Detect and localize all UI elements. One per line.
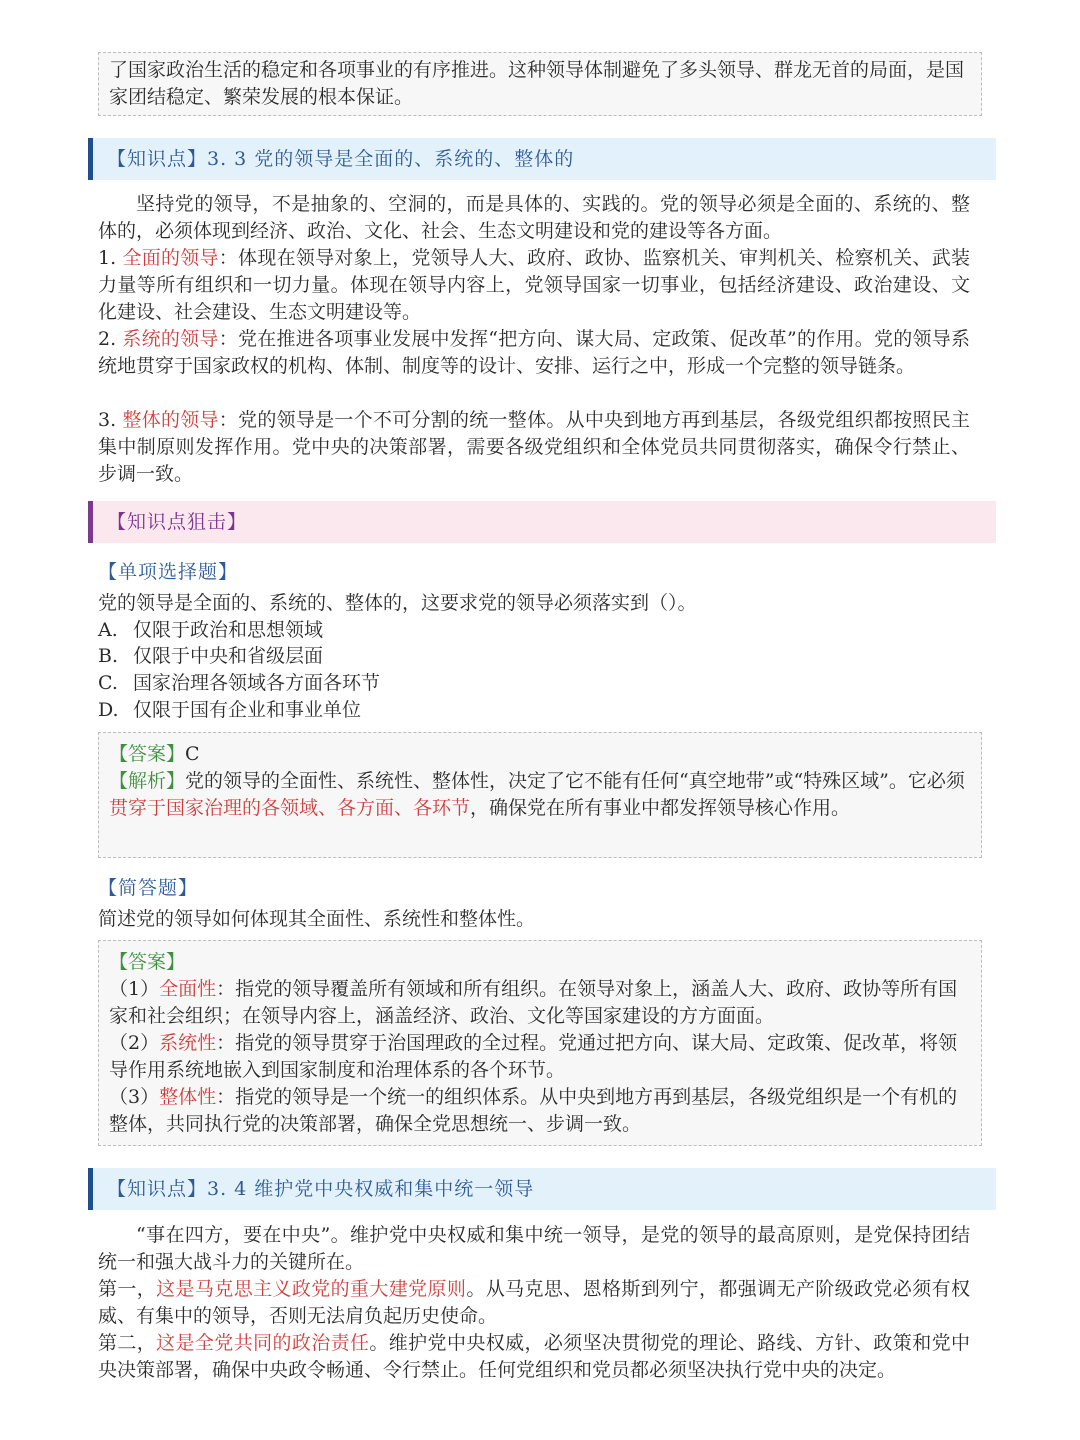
analysis-highlight: 贯穿于国家治理的各领域、各方面、各环节 <box>109 797 471 819</box>
previous-note-text: 了国家政治生活的稳定和各项事业的有序推进。这种领导体制避免了多头领导、群龙无首的局面，是国家团结稳定、繁荣发展的根本保证。 <box>109 59 965 108</box>
short-answer-title: 【简答题】 <box>98 877 199 899</box>
option-letter: C. <box>98 672 118 694</box>
section-3-3-item-3 <box>98 407 970 488</box>
previous-note-box <box>98 52 982 116</box>
section-3-3-item-1 <box>98 245 970 326</box>
analysis-text: 党的领导的全面性、系统性、整体性，决定了它不能有任何“真空地带”或“特殊区域”。它必须 <box>185 770 965 792</box>
section-3-3-header <box>88 138 996 180</box>
point-highlight: 这是全党共同的政治责任 <box>156 1332 370 1354</box>
item-text: ：党在推进各项事业发展中发挥“把方向、谋大局、定政策、促改革”的作用。党的领导系统地贯穿于国家政权的机构、体制、制度等的设计、安排、运行之中，形成一个完整的领导链条。 <box>98 328 970 377</box>
item-term: 全面的领导 <box>122 247 219 269</box>
section-3-3-item-2 <box>98 326 970 380</box>
short-answer-point-3 <box>109 1084 971 1138</box>
single-choice-title: 【单项选择题】 <box>98 561 239 583</box>
point-term: 整体性 <box>159 1086 217 1108</box>
section-3-4-title: 【知识点】3. 4 维护党中央权威和集中统一领导 <box>107 1178 535 1200</box>
option-text: 国家治理各领域各方面各环节 <box>133 672 381 694</box>
item-term: 系统的领导 <box>122 328 219 350</box>
section-3-4-point-2 <box>98 1330 970 1384</box>
section-3-3-intro: 坚持党的领导，不是抽象的、空洞的，而是具体的、实践的。党的领导必须是全面的、系统的、整体的，必须体现到经济、政治、文化、社会、生态文明建设和党的建设等各方面。 <box>98 193 970 242</box>
option-letter: B. <box>98 645 119 667</box>
single-choice-answer-box <box>98 732 982 858</box>
item-text: ：体现在领导对象上，党领导人大、政府、政协、监察机关、审判机关、检察机关、武装力量等所有组织和一切力量。体现在领导内容上，党领导国家一切事业，包括经济建设、政治建设、文化建设、社会建设、生态文明建设等。 <box>98 247 970 323</box>
answer-label: 【答案】 <box>109 951 186 973</box>
drill-title: 【知识点狙击】 <box>107 511 248 533</box>
option-a <box>98 617 323 643</box>
item-number: 2. <box>98 328 123 350</box>
option-text: 仅限于政治和思想领域 <box>133 619 324 641</box>
option-b <box>98 643 323 669</box>
option-text: 仅限于国有企业和事业单位 <box>133 699 362 721</box>
point-number: （1） <box>109 978 160 1000</box>
short-answer-point-1 <box>109 976 971 1030</box>
option-text: 仅限于中央和省级层面 <box>133 645 324 667</box>
option-letter: A. <box>98 619 118 641</box>
item-number: 3. <box>98 409 123 431</box>
answer-value: C <box>185 743 200 765</box>
item-term: 整体的领导 <box>122 409 219 431</box>
short-answer-question: 简述党的领导如何体现其全面性、系统性和整体性。 <box>98 908 536 930</box>
answer-label: 【答案】 <box>109 743 186 765</box>
point-prefix: 第一， <box>98 1278 157 1300</box>
analysis-text: ，确保党在所有事业中都发挥领导核心作用。 <box>470 797 851 819</box>
analysis-paragraph <box>109 768 971 822</box>
drill-header <box>88 501 996 543</box>
item-number: 1. <box>98 247 123 269</box>
option-letter: D. <box>98 699 119 721</box>
point-text: 。从马克思、恩格斯到列宁，都强调无产阶级政党必须有权威、有集中的领导，否则无法肩负起历史使命。 <box>98 1278 970 1327</box>
section-3-4-header <box>88 1168 996 1210</box>
option-c <box>98 670 380 696</box>
point-text: ：指党的领导是一个统一的组织体系。从中央到地方再到基层，各级党组织是一个有机的整体，共同执行党的决策部署，确保全党思想统一、步调一致。 <box>109 1086 958 1135</box>
option-d <box>98 697 361 723</box>
single-choice-question: 党的领导是全面的、系统的、整体的，这要求党的领导必须落实到（）。 <box>98 592 697 614</box>
item-text: ：党的领导是一个不可分割的统一整体。从中央到地方再到基层，各级党组织都按照民主集中制原则发挥作用。党中央的决策部署，需要各级党组织和全体党员共同贯彻落实，确保令行禁止、步调一致。 <box>98 409 970 485</box>
point-highlight: 这是马克思主义政党的重大建党原则 <box>156 1278 467 1300</box>
point-term: 全面性 <box>159 978 217 1000</box>
point-number: （2） <box>109 1032 160 1054</box>
point-term: 系统性 <box>159 1032 217 1054</box>
short-answer-point-2 <box>109 1030 971 1084</box>
point-text: ：指党的领导贯穿于治国理政的全过程。党通过把方向、谋大局、定政策、促改革，将领导作用系统地嵌入到国家制度和治理体系的各个环节。 <box>109 1032 958 1081</box>
section-3-4-intro: “事在四方，要在中央”。维护党中央权威和集中统一领导，是党的领导的最高原则，是党保持团结统一和强大战斗力的关键所在。 <box>98 1224 970 1273</box>
answer-line <box>109 741 971 768</box>
section-3-3-title: 【知识点】3. 3 党的领导是全面的、系统的、整体的 <box>107 148 575 170</box>
point-text: 。维护党中央权威，必须坚决贯彻党的理论、路线、方针、政策和党中央决策部署，确保中央政令畅通、令行禁止。任何党组织和党员都必须坚决执行党中央的决定。 <box>98 1332 970 1381</box>
point-text: ：指党的领导覆盖所有领域和所有组织。在领导对象上，涵盖人大、政府、政协等所有国家和社会组织；在领导内容上，涵盖经济、政治、文化等国家建设的方方面面。 <box>109 978 958 1027</box>
point-prefix: 第二， <box>98 1332 157 1354</box>
section-3-4-point-1 <box>98 1276 970 1330</box>
point-number: （3） <box>109 1086 160 1108</box>
short-answer-box <box>98 940 982 1146</box>
analysis-label: 【解析】 <box>109 770 186 792</box>
